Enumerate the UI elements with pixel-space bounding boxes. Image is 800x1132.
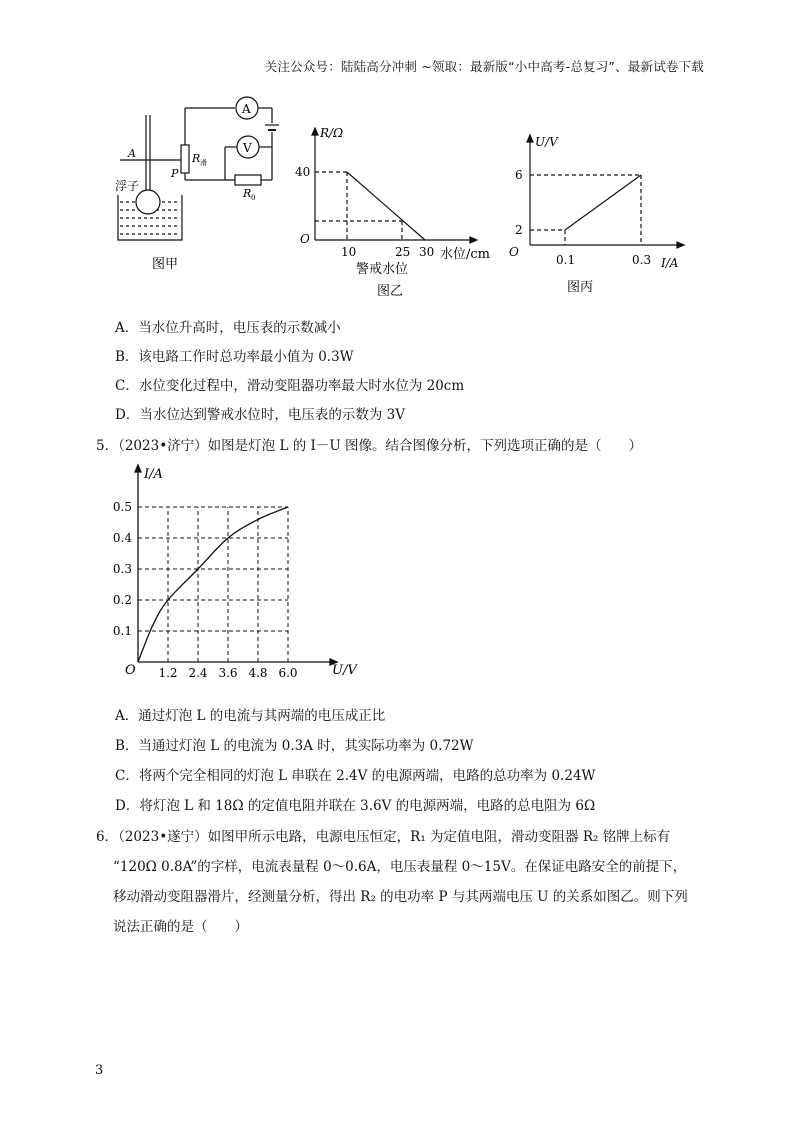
q5-x-tick: 1.2 xyxy=(158,666,178,680)
q5-y-tick: 0.4 xyxy=(112,531,132,545)
yi-annotation: 警戒水位 xyxy=(356,262,409,277)
q4-option-d: D．当水位达到警戒水位时，电压表的示数为 3V xyxy=(115,407,405,423)
q4-option-a: A．当水位升高时，电压表的示数减小 xyxy=(115,320,341,336)
q6-line-2: “120Ω 0.8A”的字样，电流表量程 0～0.6A，电压表量程 0～15V。在保证电路安全的前提下， xyxy=(113,859,687,875)
q6-line-4: 说法正确的是（ ） xyxy=(113,919,248,935)
q5-y-axis-label: I/A xyxy=(144,467,163,482)
q5-y-tick: 0.5 xyxy=(112,500,132,514)
q5-series-curve xyxy=(138,507,288,662)
q5-x-tick: 3.6 xyxy=(218,666,238,680)
r-slide-sub: 滑 xyxy=(200,159,207,167)
bing-x-tick-03: 0.3 xyxy=(632,253,652,267)
q5-y-tick: 0.1 xyxy=(112,624,132,638)
q4-option-c: C．水位变化过程中，滑动变阻器功率最大时水位为 20cm xyxy=(115,378,465,394)
q5-origin: O xyxy=(125,663,136,678)
bing-y-tick-6: 6 xyxy=(515,168,523,182)
bing-y-tick-2: 2 xyxy=(515,223,523,237)
figure-jia-circuit xyxy=(110,90,300,275)
yi-y-axis-label: R/Ω xyxy=(320,126,344,140)
q5-iu-chart xyxy=(108,460,368,690)
yi-origin: O xyxy=(300,232,310,246)
q5-option-a: A．通过灯泡 L 的电流与其两端的电压成正比 xyxy=(115,708,386,724)
bing-origin: O xyxy=(509,245,519,259)
yi-x-tick-30: 30 xyxy=(419,245,435,259)
r0-label: R xyxy=(243,187,252,200)
page-number: 3 xyxy=(95,1063,104,1078)
yi-y-tick: 40 xyxy=(295,165,311,179)
q5-x-tick: 6.0 xyxy=(278,666,298,680)
r-slide-label: R xyxy=(192,152,201,165)
page-header: 关注公众号：陆陆高分冲刺 ~领取：最新版“小中高考-总复习”、最新试卷下载 xyxy=(264,59,704,74)
q5-x-tick: 2.4 xyxy=(188,666,208,680)
figure-yi-graph xyxy=(290,115,505,305)
ammeter-label: A xyxy=(242,102,251,116)
point-p-label: P xyxy=(171,167,179,180)
bing-x-axis-label: I/A xyxy=(661,256,679,270)
q5-stem: 5．（2023•济宁）如图是灯泡 L 的 I－U 图像。结合图像分析，下列选项正确的是（ ） xyxy=(96,438,642,454)
yi-x-axis-label: 水位/cm xyxy=(440,247,490,262)
yi-x-tick-25: 25 xyxy=(395,245,411,259)
voltmeter-label: V xyxy=(243,141,252,155)
q5-y-tick: 0.3 xyxy=(112,562,132,576)
q5-y-tick: 0.2 xyxy=(112,593,132,607)
figure-jia-caption: 图甲 xyxy=(152,257,179,272)
figure-yi-caption: 图乙 xyxy=(377,284,404,299)
figure-bing-graph xyxy=(505,130,690,300)
bing-x-tick-01: 0.1 xyxy=(556,253,576,267)
r0-sub: 0 xyxy=(251,194,256,202)
q5-x-tick: 4.8 xyxy=(248,666,268,680)
q6-line-3: 移动滑动变阻器滑片，经测量分析，得出 R₂ 的电功率 P 与其两端电压 U 的关系如图乙。则下列 xyxy=(113,889,688,905)
q6-line-1: 6．（2023•遂宁）如图甲所示电路，电源电压恒定，R₁ 为定值电阻，滑动变阻器 R₂ 铭牌上标有 xyxy=(96,829,671,845)
q5-option-c: C．将两个完全相同的灯泡 L 串联在 2.4V 的电源两端，电路的总功率为 0.24W xyxy=(115,768,596,784)
float-label: 浮子 xyxy=(115,179,140,193)
yi-x-tick-10: 10 xyxy=(341,245,357,259)
point-a-label: A xyxy=(128,147,136,160)
bing-y-axis-label: U/V xyxy=(535,135,558,149)
q5-option-d: D．将灯泡 L 和 18Ω 的定值电阻并联在 3.6V 的电源两端，电路的总电阻为 6Ω xyxy=(115,798,596,814)
q5-x-axis-label: U/V xyxy=(332,663,357,678)
q4-option-b: B．该电路工作时总功率最小值为 0.3W xyxy=(115,349,354,365)
figure-bing-caption: 图丙 xyxy=(567,280,594,295)
q5-option-b: B．当通过灯泡 L 的电流为 0.3A 时，其实际功率为 0.72W xyxy=(115,738,474,754)
